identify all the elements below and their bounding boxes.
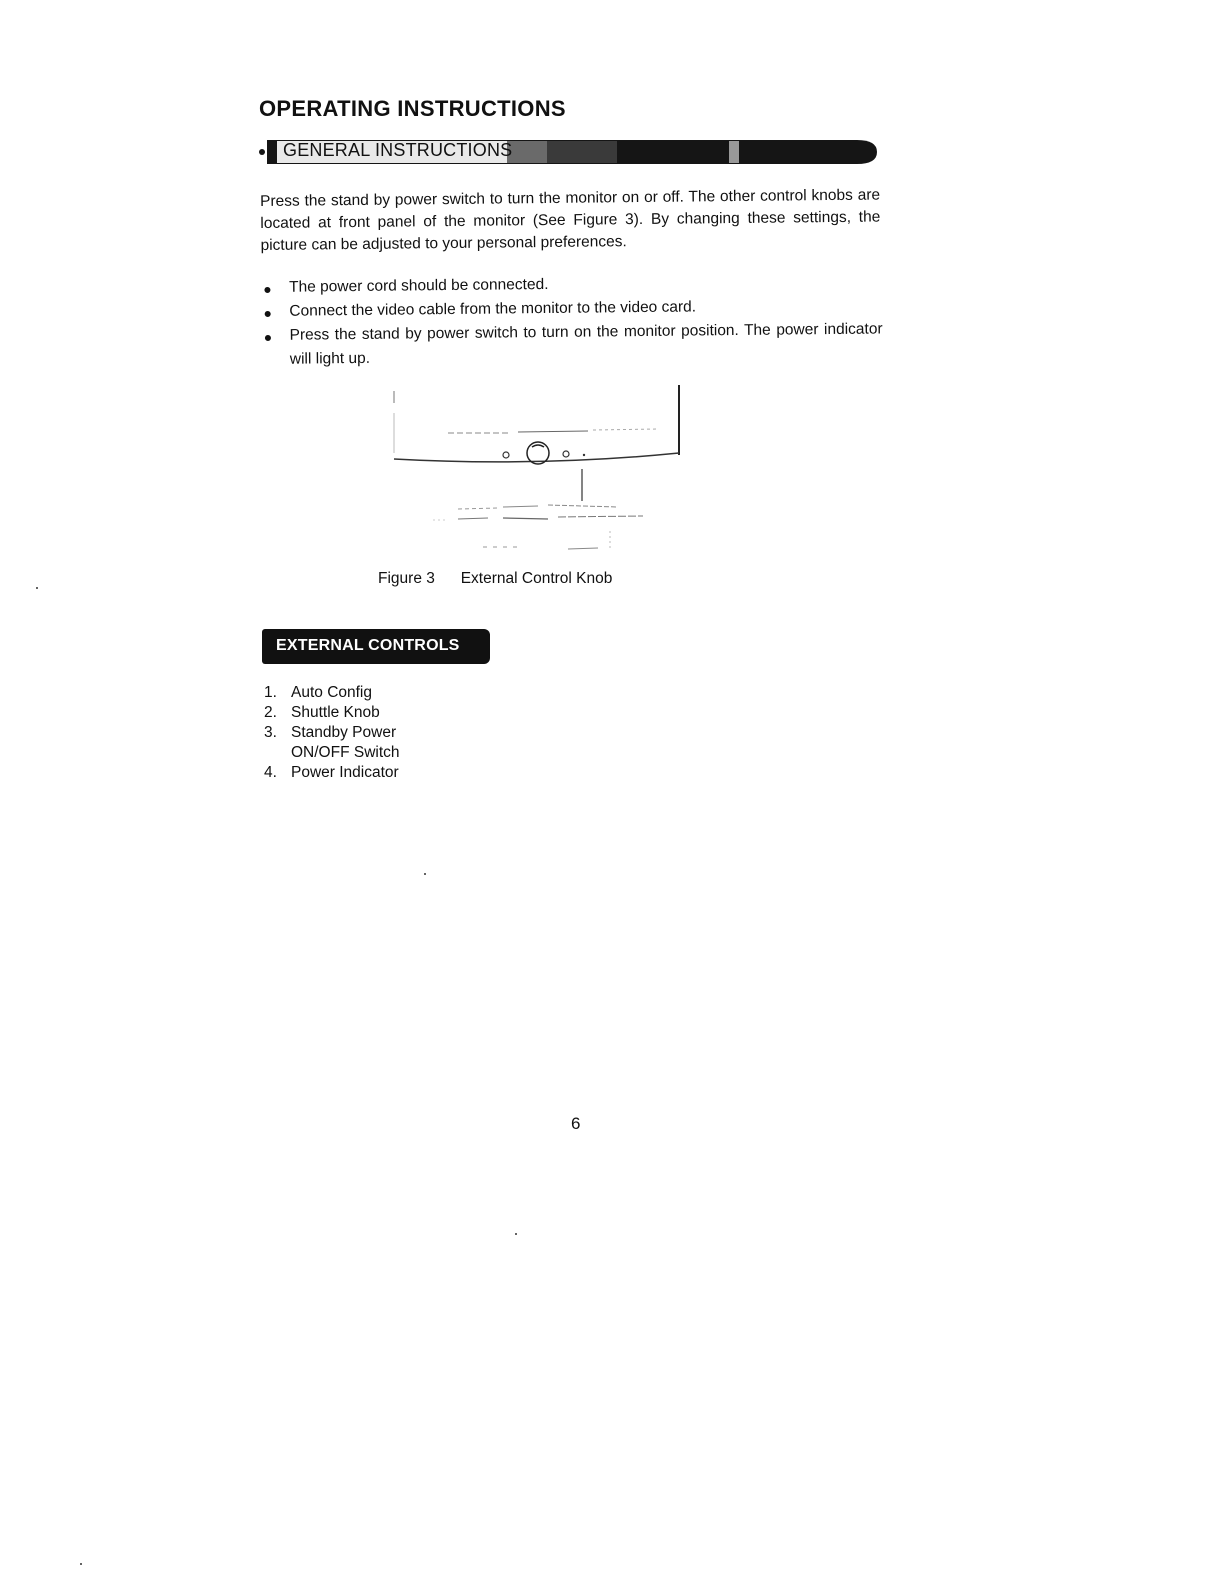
intro-paragraph: Press the stand by power switch to turn the monitor on or off. The other control knobs are located at front panel of the monitor (See Figure 3). By changing these settings, the picture can be adjusted to your personal preferences.	[260, 186, 881, 254]
bullet-dot-icon: ●	[263, 280, 272, 297]
list-item-label: Auto Config	[291, 684, 372, 701]
list-item-number: 1.	[264, 684, 277, 701]
monitor-panel-illustration	[388, 383, 688, 563]
list-item-text: The power cord should be connected.	[289, 275, 549, 296]
figure-caption	[378, 570, 612, 588]
bullet-dot-icon: ●	[263, 328, 273, 345]
list-item	[264, 703, 400, 723]
scan-speck	[424, 873, 426, 875]
list-item	[264, 723, 400, 763]
scan-speck	[36, 587, 38, 589]
list-item	[264, 683, 400, 703]
instruction-list	[260, 269, 883, 372]
list-item-number: 4.	[264, 764, 277, 781]
list-item-number: 3.	[264, 724, 277, 741]
scan-speck	[515, 1233, 517, 1235]
page-title: OPERATING INSTRUCTIONS	[259, 96, 566, 121]
figure-title: External Control Knob	[460, 570, 613, 587]
list-item	[261, 317, 883, 372]
list-item-label: Shuttle Knob	[291, 704, 380, 721]
scan-speck	[80, 1563, 82, 1565]
figure-number: Figure 3	[378, 570, 435, 587]
list-item-label: Standby Power	[291, 724, 397, 741]
controls-list	[264, 683, 400, 783]
external-controls-banner	[262, 629, 490, 664]
list-item-number: 2.	[264, 704, 277, 721]
monitor-front-panel-figure	[388, 383, 688, 563]
bullet-dot-icon: ●	[263, 304, 272, 321]
list-item-text: Press the stand by power switch to turn on the monitor position. The power indicator will light up.	[289, 320, 883, 368]
section-label-external: EXTERNAL CONTROLS	[276, 637, 460, 654]
section-label-general: GENERAL INSTRUCTIONS	[283, 140, 513, 160]
list-item-label: Power Indicator	[291, 764, 399, 781]
list-item-text: Connect the video cable from the monitor to the video card.	[289, 298, 697, 320]
page-number: 6	[571, 1114, 581, 1133]
list-item	[264, 763, 400, 783]
list-item-label-continued: ON/OFF Switch	[291, 744, 400, 761]
general-instructions-banner	[259, 136, 879, 168]
